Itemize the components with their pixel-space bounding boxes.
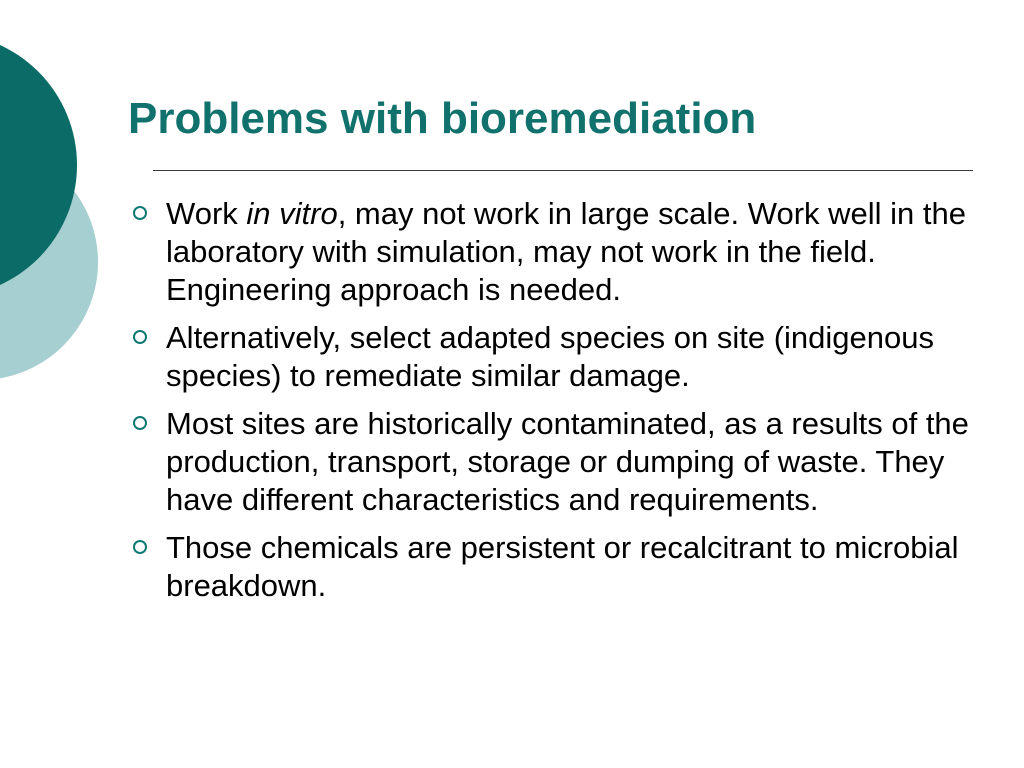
bullet-text-emphasis: in vitro xyxy=(246,196,338,231)
hollow-circle-bullet-icon xyxy=(133,540,147,554)
bullet-text: Alternatively, select adapted species on site (indigenous species) to remediate similar damage. xyxy=(166,320,934,393)
bullet-item-persistent-chemicals xyxy=(128,529,988,605)
title-divider xyxy=(153,170,973,171)
bullet-item-in-vitro xyxy=(128,195,988,309)
bullet-text: Those chemicals are persistent or recalcitrant to microbial breakdown. xyxy=(166,530,959,603)
bullet-text: Most sites are historically contaminated, as a results of the production, transport, storage or dumping of waste. They have different characteristics and requirements. xyxy=(166,406,969,517)
bullet-item-adapted-species xyxy=(128,319,988,395)
slide-title: Problems with bioremediation xyxy=(128,94,757,143)
bullet-list xyxy=(128,195,988,615)
hollow-circle-bullet-icon xyxy=(133,416,147,430)
bullet-item-contaminated-sites xyxy=(128,405,988,519)
hollow-circle-bullet-icon xyxy=(133,330,147,344)
bullet-text-prefix: Work xyxy=(166,196,247,231)
bullet-text-suffix: , may not work in large scale. Work well in the laboratory with simulation, may not work in the field. Engineering approach is needed. xyxy=(166,196,966,307)
decorative-circles xyxy=(0,0,140,420)
hollow-circle-bullet-icon xyxy=(133,206,147,220)
